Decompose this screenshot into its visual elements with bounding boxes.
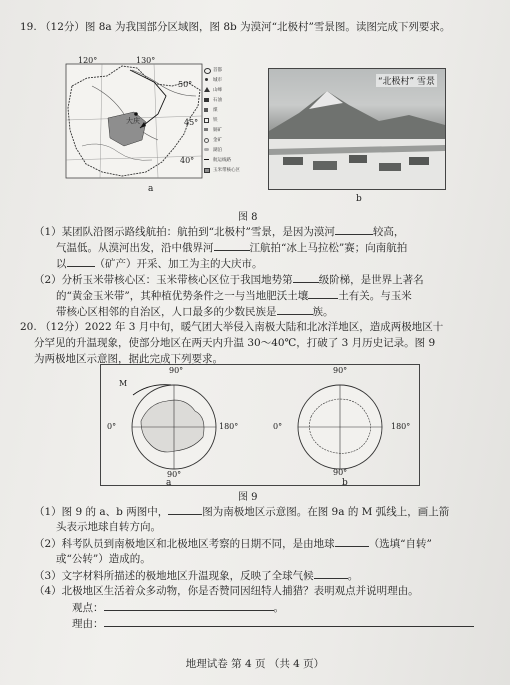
gold-icon — [204, 138, 209, 143]
legend-item-5: 铁 — [213, 118, 218, 123]
q20-part1-line2: 头表示地球自转方向。 — [56, 521, 161, 533]
legend-item-6: 铜矿 — [213, 128, 222, 133]
page-footer: 地理试卷 第 4 页 （共 4 页） — [185, 658, 325, 670]
copper-icon — [204, 128, 208, 131]
q20-part4-line1: （4）北极地区生活着众多动物，你是否赞同因纽特人捕猎？表明观点并说明理由。 — [34, 585, 419, 597]
blank-reason[interactable] — [104, 616, 474, 627]
lat-45-label: 45° — [184, 118, 199, 127]
city-daqing-label: 大庆 — [126, 117, 140, 125]
figure-8b-sublabel: b — [356, 194, 362, 204]
globe-a-top-label: 90° — [169, 366, 184, 375]
blank-river[interactable] — [214, 240, 250, 251]
q20-p2-text-a: （2）科考队员到南极地区和北极地区考察的日期不同，是由地球 — [34, 538, 335, 550]
globe-b-bottom-label: 90° — [333, 468, 348, 477]
q19-p2-text-c: 的“黄金玉米带”，其种植优势条件之一与当地肥沃土壤 — [56, 290, 309, 302]
globe-b-top-label: 90° — [333, 366, 348, 375]
legend-item-2: 山峰 — [213, 88, 222, 93]
globe-b-left-label: 0° — [273, 422, 283, 431]
q20-p1-text-a: （1）图 9 的 a、b 两图中， — [34, 506, 169, 518]
q20-part1-line1 — [34, 504, 449, 519]
blank-antarctic-figure[interactable] — [168, 504, 202, 515]
capital-icon — [204, 68, 211, 74]
blank-terrace[interactable] — [293, 272, 319, 283]
arc-m-label: M — [119, 379, 128, 388]
coal-icon — [204, 108, 208, 112]
q19-part2-line1 — [34, 272, 424, 287]
figure-8a-map — [62, 56, 262, 196]
mountain-icon — [204, 87, 210, 92]
figure-8a-sublabel: a — [148, 184, 154, 194]
q19-p1-text-a: （1）某团队沿图示路线航拍：航拍到“北极村”雪景，是因为漠河 — [34, 226, 335, 238]
legend-item-0: 首都 — [213, 68, 222, 73]
city-icon — [205, 78, 208, 81]
view-label: 观点： — [72, 602, 104, 614]
q20-part3-line1 — [34, 568, 358, 583]
legend-item-4: 煤 — [213, 108, 218, 113]
corn-region-icon — [204, 168, 210, 173]
globe-a-left-label: 0° — [107, 422, 117, 431]
globe-a-bottom-label: 90° — [167, 470, 182, 479]
iron-icon — [204, 118, 209, 123]
lon-120-label: 120° — [78, 56, 98, 65]
lat-40-label: 40° — [180, 156, 195, 165]
blank-view[interactable] — [104, 600, 274, 611]
photo-caption: “北极村” 雪景 — [376, 74, 437, 87]
q19-p1-text-d: 江航拍“冰上马拉松”赛；向南航拍 — [249, 242, 408, 254]
q20-part2-line1 — [34, 536, 432, 551]
q19-p2-text-e: 带核心区相邻的自治区，人口最多的少数民族是 — [56, 306, 277, 318]
oil-icon — [204, 98, 209, 102]
q19-p1-text-c: 气温低。从漠河出发，沿中俄界河 — [56, 242, 214, 254]
question-20-line2: 分罕见的升温现象，使部分地区在两天内升温 30～40℃，打破了 3 月历史记录。图 9 — [34, 337, 436, 349]
question-19-title: 19. （12分）图 8a 为我国部分区域图，图 8b 为漠河“北极村”雪景图。读图完成下列要求。 — [20, 21, 451, 33]
legend-item-3: 石油 — [213, 98, 222, 103]
q19-p2-text-a: （2）分析玉米带核心区：玉米带核心区位于我国地势第 — [34, 274, 293, 286]
q20-p1-text-b: 图为南极地区示意图。在图 9a 的 M 弧线上，画上箭 — [202, 506, 450, 518]
globe-b-graphic — [285, 377, 395, 477]
figure-9b-sublabel: b — [342, 478, 348, 488]
legend-item-1: 城市 — [213, 78, 222, 83]
blank-mineral[interactable] — [67, 256, 95, 267]
blank-altitude[interactable] — [335, 224, 373, 235]
blank-ethnic[interactable] — [277, 304, 313, 315]
figure-9-caption: 图 9 — [238, 492, 258, 503]
q19-p1-text-b: 较高， — [372, 226, 405, 238]
lat-50-label: 50° — [178, 80, 193, 89]
globe-a-right-label: 180° — [219, 422, 239, 431]
q19-p2-text-f: 族。 — [312, 306, 334, 318]
globe-a-graphic — [119, 377, 229, 477]
question-20-line3: 为两极地区示意图，据此完成下列要求。 — [34, 353, 223, 365]
blank-soil[interactable] — [308, 288, 338, 299]
figure-8b-photo — [268, 68, 446, 190]
legend-item-7: 金矿 — [213, 138, 222, 143]
blank-climate[interactable] — [314, 568, 348, 579]
figure-9 — [100, 364, 420, 486]
route-icon — [204, 159, 209, 160]
q19-part2-line2 — [56, 288, 412, 303]
lake-icon — [204, 148, 209, 151]
snow-scene-graphic — [269, 69, 445, 189]
reason-line — [72, 616, 474, 631]
legend-item-9: 航运线路 — [213, 158, 231, 163]
q19-part1-line1 — [34, 224, 404, 239]
globe-b-right-label: 180° — [391, 422, 411, 431]
q19-part1-line2 — [56, 240, 407, 255]
q19-p1-text-f: （矿产）开采、加工为主的大庆市。 — [94, 258, 263, 270]
q20-p3-text-a: （3）文字材料所描述的极地地区升温现象，反映了全球气候 — [34, 570, 314, 582]
q20-p2-text-b: （选填“自转” — [368, 538, 432, 550]
q19-p2-text-b: 级阶梯，是世界上著名 — [318, 274, 424, 286]
q19-part1-line3 — [56, 256, 263, 271]
figure-8-caption: 图 8 — [238, 212, 258, 223]
q20-part2-line2: 或“公转”）造成的。 — [56, 553, 151, 565]
lon-130-label: 130° — [136, 56, 156, 65]
map-legend — [204, 66, 262, 182]
q20-p3-text-b: 。 — [347, 570, 359, 582]
reason-label: 理由： — [72, 618, 104, 630]
view-end: 。 — [273, 602, 284, 614]
q19-p1-text-e: 以 — [56, 258, 67, 270]
legend-item-8: 湖泊 — [213, 148, 222, 153]
legend-item-10: 玉米带核心区 — [213, 168, 240, 173]
view-line — [72, 600, 284, 615]
blank-rotation-revolution[interactable] — [335, 536, 369, 547]
question-20-title: 20. （12分）2022 年 3 月中旬，暖气团大举侵入南极大陆和北冰洋地区，造成两极地区十 — [20, 321, 444, 333]
q19-p2-text-d: 土有关。与玉米 — [338, 290, 412, 302]
figure-9a-sublabel: a — [166, 478, 172, 488]
q19-part2-line3 — [56, 304, 334, 319]
